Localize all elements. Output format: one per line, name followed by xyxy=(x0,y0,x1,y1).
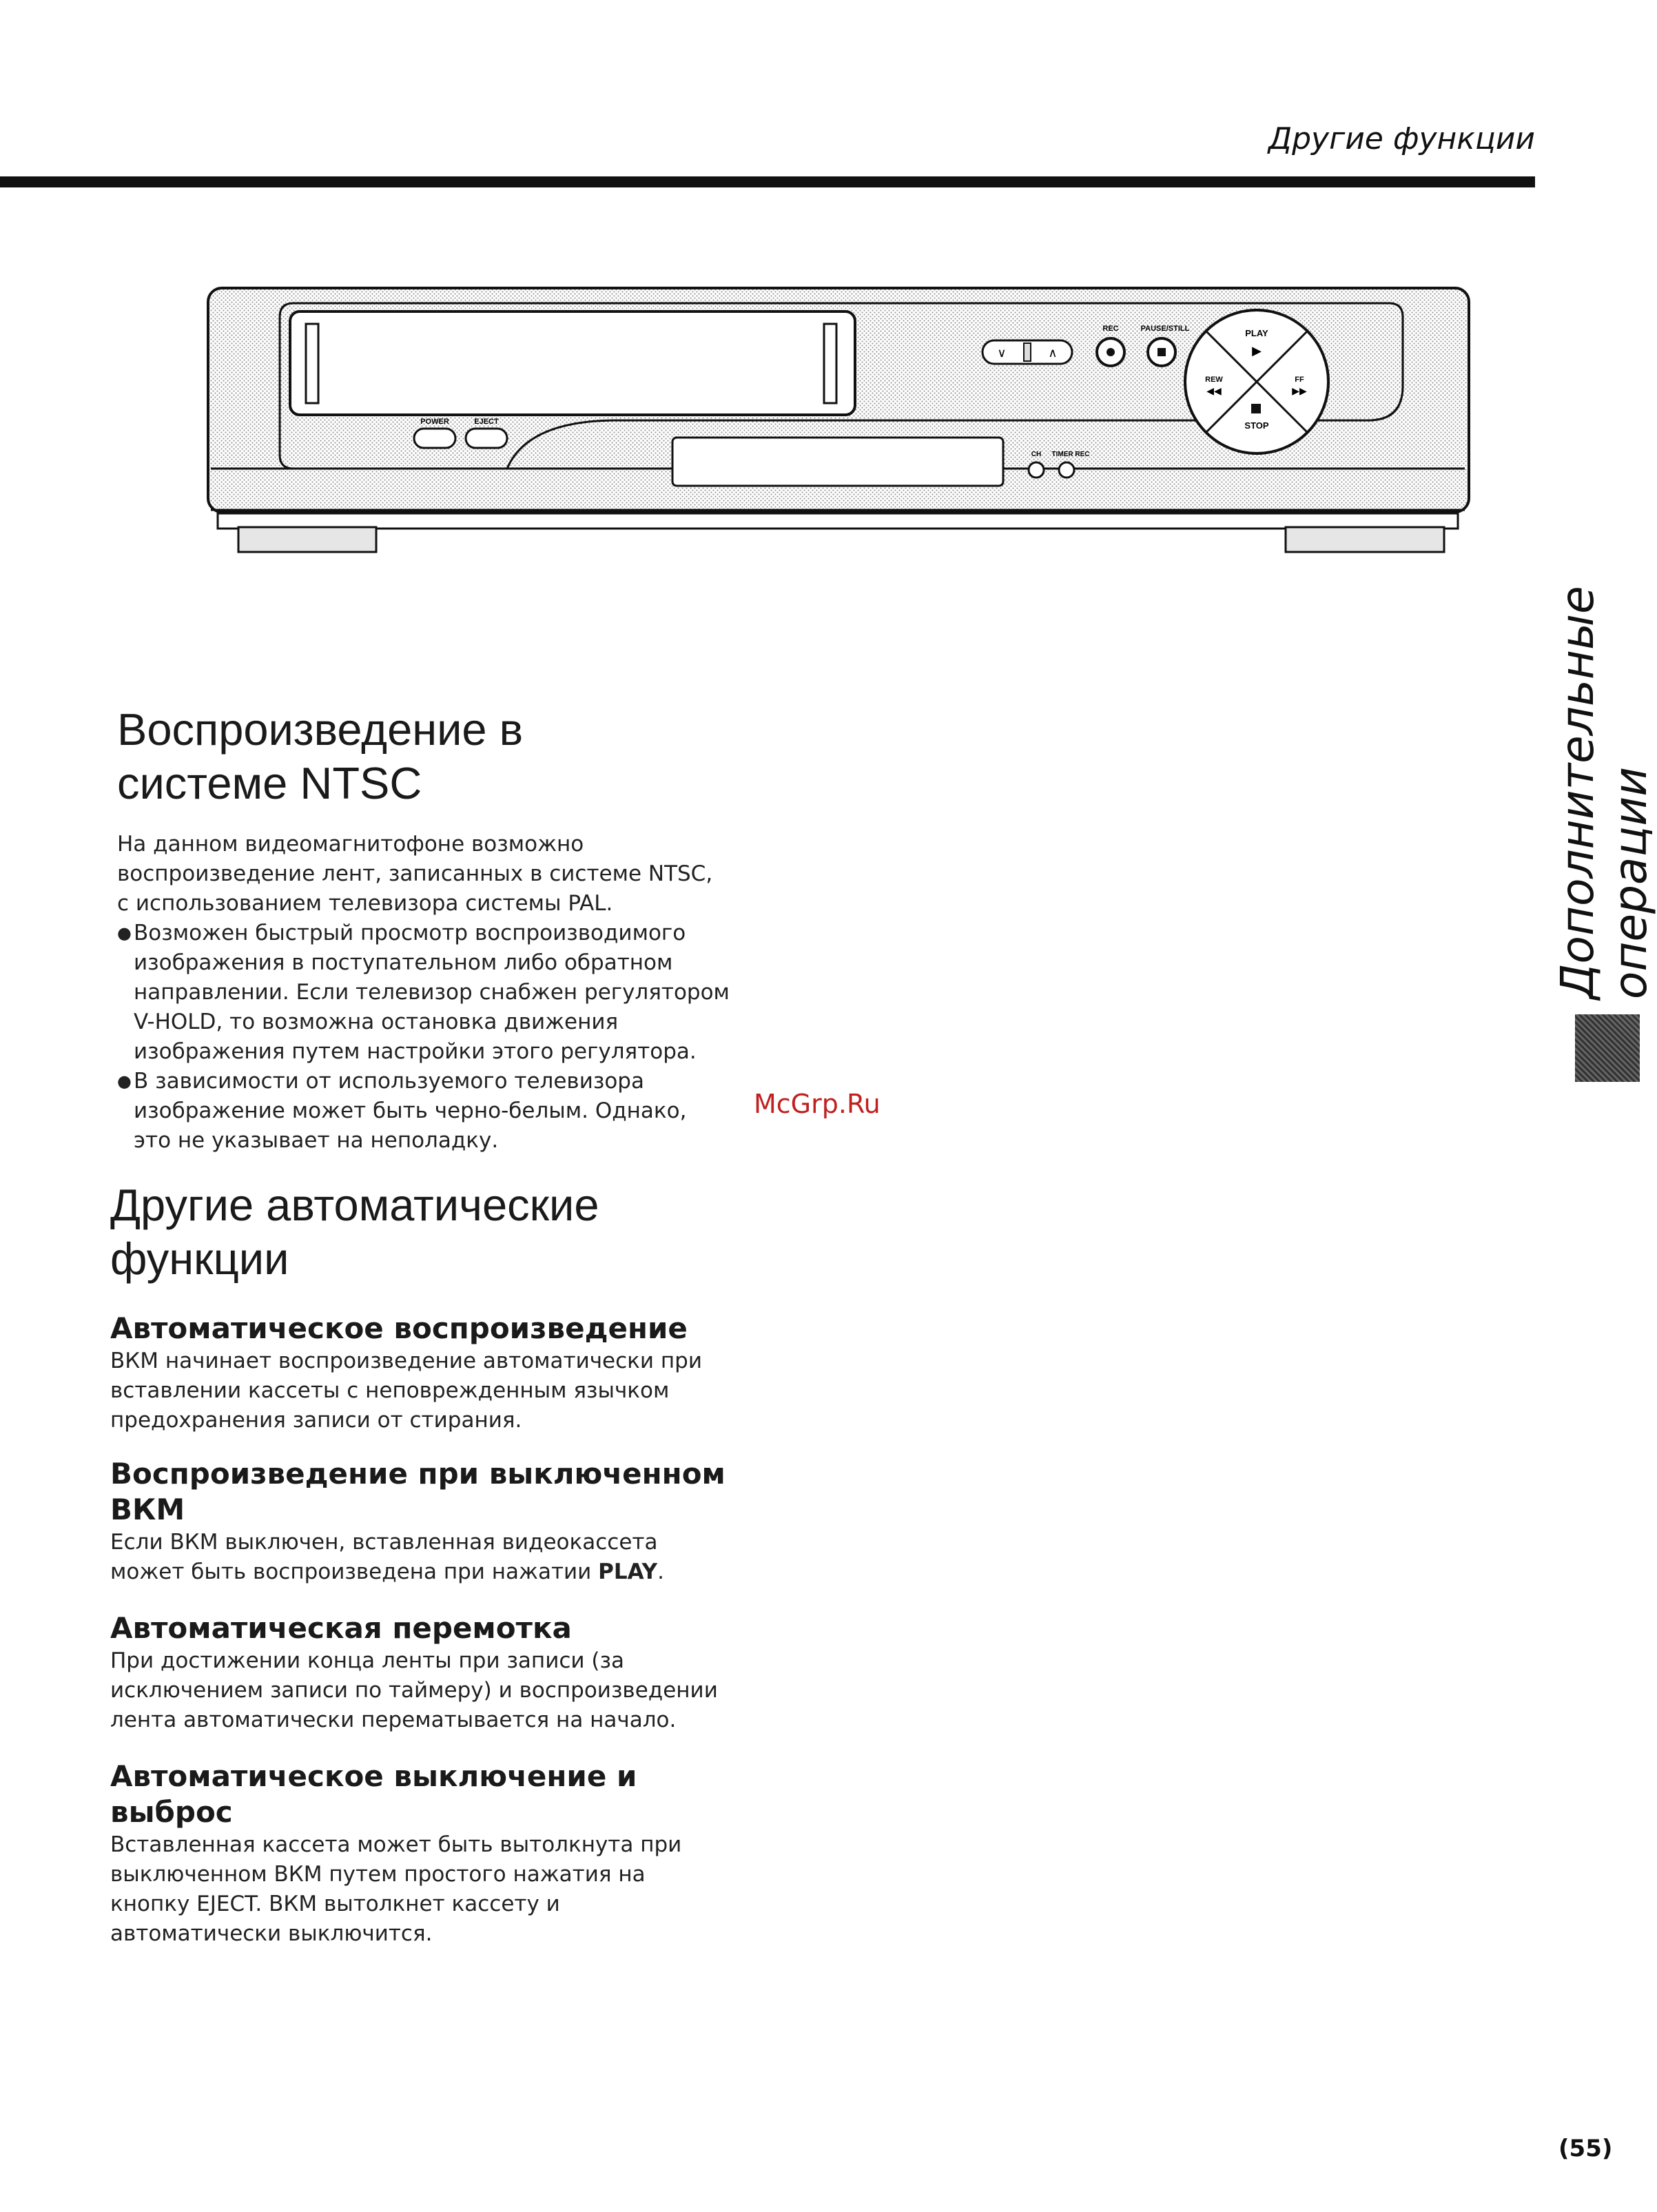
auto-play-heading: Автоматическое воспроизведение xyxy=(110,1311,688,1345)
text-fragment: может быть воспроизведена при нажатии xyxy=(110,1559,599,1584)
text-line: вставлении кассеты с неповрежденным язычком xyxy=(110,1378,670,1403)
rec-label: REC xyxy=(1102,325,1119,333)
section-side-tab xyxy=(1551,427,1657,1082)
text-line: изображения в поступательном либо обратном xyxy=(134,950,673,975)
text-line: с использованием телевизора системы PAL. xyxy=(117,891,613,916)
channel-rocker[interactable] xyxy=(982,340,1072,364)
text-line: предохранения записи от стирания. xyxy=(110,1408,522,1433)
rew-label: REW xyxy=(1205,376,1223,384)
text-line: ВКМ начинает воспроизведение автоматически при xyxy=(110,1349,702,1373)
ntsc-title-line1: Воспроизведение в xyxy=(117,704,524,755)
auto-title-line2: функции xyxy=(110,1233,289,1284)
text-line: это не указывает на неполадку. xyxy=(134,1128,499,1153)
pause-label: PAUSE/STILL xyxy=(1140,325,1190,333)
watermark-link[interactable]: McGrp.Ru xyxy=(754,1089,881,1119)
text-line: ● В зависимости от используемого телевизора xyxy=(134,1069,644,1094)
text-line: исключением записи по таймеру) и воспроизведении xyxy=(110,1678,718,1703)
eject-label: EJECT xyxy=(474,418,499,426)
section-ntsc xyxy=(117,703,813,1156)
auto-play-text xyxy=(110,1346,813,1435)
heading-line: ВКМ xyxy=(110,1493,185,1526)
text-line: кнопку EJECT. ВКМ вытолкнет кассету и xyxy=(110,1892,560,1916)
text-line: При достижении конца ленты при записи (за xyxy=(110,1648,624,1673)
transport-control-cluster xyxy=(1185,310,1328,453)
ntsc-bullet-1 xyxy=(117,919,813,1067)
side-tab-marker xyxy=(1575,1014,1640,1082)
text-line: лента автоматически перематывается на начало. xyxy=(110,1708,677,1732)
text-line: V-HOLD, то возможна остановка движения xyxy=(134,1010,619,1034)
text-line: изображение может быть черно-белым. Однако, xyxy=(134,1098,687,1123)
power-off-play-text xyxy=(110,1528,813,1587)
text-line: автоматически выключится. xyxy=(110,1921,433,1946)
auto-rewind-text xyxy=(110,1646,813,1735)
ntsc-paragraph xyxy=(117,830,813,919)
text-line xyxy=(110,1557,813,1587)
channel-down-icon: ∨ xyxy=(997,346,1007,360)
stop-label: STOP xyxy=(1244,420,1269,431)
auto-eject-heading xyxy=(110,1759,813,1830)
play-keyword: PLAY xyxy=(598,1559,658,1584)
ff-label: FF xyxy=(1295,376,1304,384)
text-line: Вставленная кассета может быть вытолкнута при xyxy=(110,1832,682,1857)
text-line: На данном видеомагнитофоне возможно xyxy=(117,832,584,857)
cassette-slot xyxy=(290,311,855,415)
timer-label: TIMER REC xyxy=(1051,451,1090,458)
auto-eject-text xyxy=(110,1830,813,1949)
heading-line: Автоматическое выключение и xyxy=(110,1759,637,1793)
text-fragment: . xyxy=(657,1559,664,1584)
play-icon: ▶ xyxy=(1252,344,1262,358)
section-auto-functions xyxy=(110,1178,813,1949)
rewind-icon: ◀◀ xyxy=(1206,385,1222,396)
heading-line: Воспроизведение при выключенном xyxy=(110,1457,725,1491)
rew-button[interactable] xyxy=(1205,376,1223,396)
side-tab-label: Дополнительные операции xyxy=(1551,586,1657,999)
header-rule xyxy=(0,176,1535,187)
vcr-front-panel-illustration xyxy=(204,283,1472,555)
text-line: Если ВКМ выключен, вставленная видеокассета xyxy=(110,1530,658,1555)
auto-rewind-heading: Автоматическая перемотка xyxy=(110,1611,572,1645)
page-header-title: Другие функции xyxy=(1268,121,1535,156)
ntsc-bullet-2 xyxy=(117,1067,813,1156)
heading-line: выброс xyxy=(110,1795,233,1829)
page-number: (55) xyxy=(1558,2135,1613,2162)
ch-label: CH xyxy=(1031,451,1042,458)
stop-icon xyxy=(1251,404,1261,413)
text-line: направлении. Если телевизор снабжен регулятором xyxy=(134,980,730,1005)
fast-forward-icon: ▶▶ xyxy=(1292,385,1307,396)
play-label: PLAY xyxy=(1245,328,1268,338)
text-line: изображения путем настройки этого регулятора. xyxy=(134,1039,697,1064)
channel-up-icon: ∧ xyxy=(1048,346,1058,360)
text-line: воспроизведение лент, записанных в системе NTSC, xyxy=(117,861,713,886)
display-window xyxy=(672,438,1003,486)
text-line: ● Возможен быстрый просмотр воспроизводимого xyxy=(134,921,686,945)
power-off-play-heading xyxy=(110,1456,813,1528)
power-label: POWER xyxy=(420,418,449,426)
auto-title-line1: Другие автоматические xyxy=(110,1180,599,1230)
ntsc-title-line2: системе NTSC xyxy=(117,758,422,808)
text-line: выключенном ВКМ путем простого нажатия на xyxy=(110,1862,646,1887)
